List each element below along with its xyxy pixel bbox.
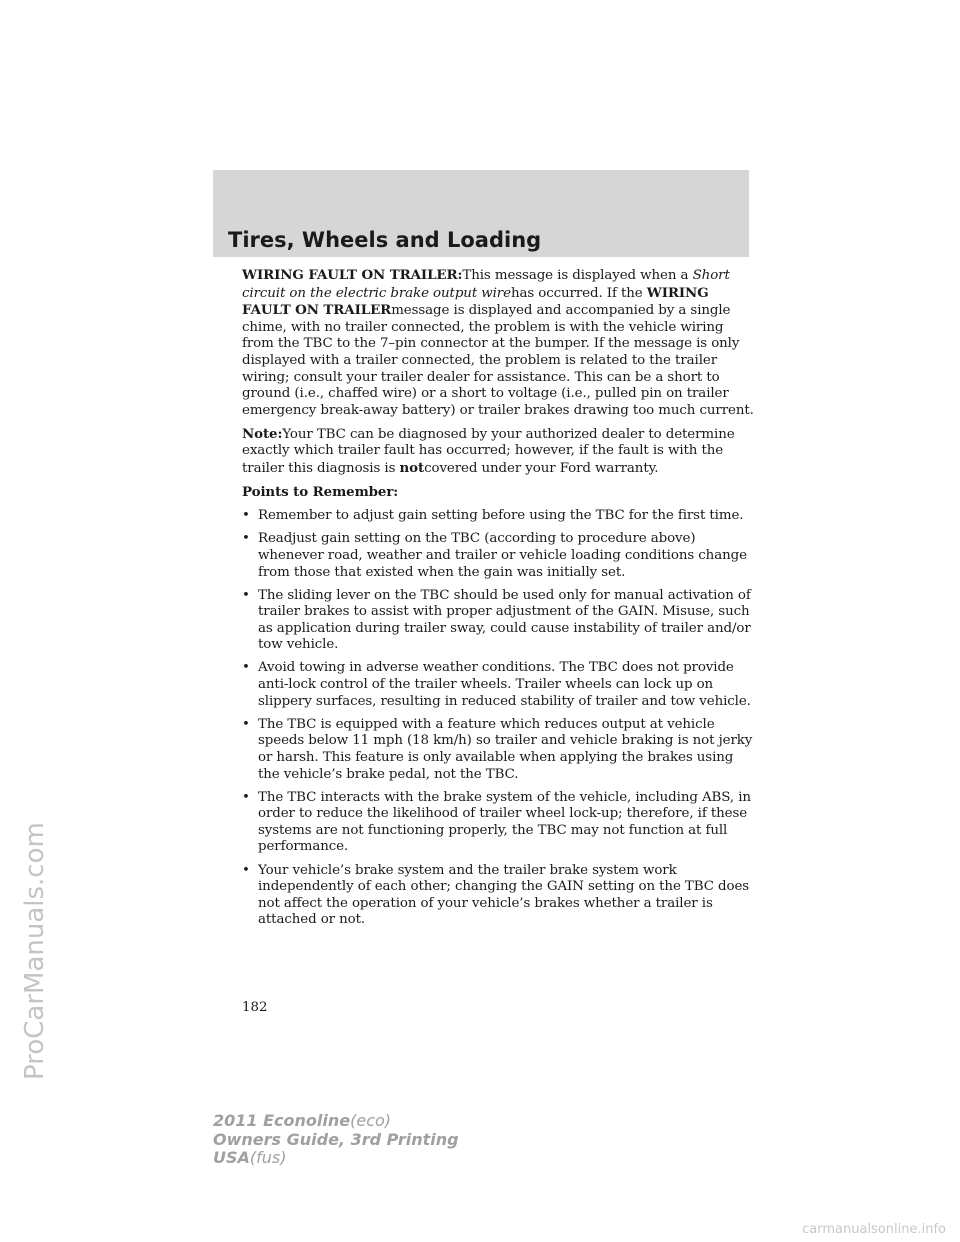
- bullet-icon: •: [242, 716, 250, 732]
- wiring-fault-label-2: WIRING FAULT ON TRAILER: [242, 284, 709, 319]
- list-item: • The sliding lever on the TBC should be used only for manual activation of trailer brakes to assist with proper adjustment of the GAIN. Misuse, such as application during trailer sway, could cause instability of trailer and/or tow vehicle.: [242, 587, 751, 653]
- bullet-icon: •: [242, 660, 250, 676]
- side-watermark: ProCarManuals.com: [20, 822, 50, 1080]
- bullet-icon: •: [242, 587, 250, 603]
- bottom-watermark: carmanualsonline.info: [802, 1222, 946, 1237]
- list-item: • Avoid towing in adverse weather conditions. The TBC does not provide anti-lock control of the trailer wheels. Trailer wheels can lock up on slippery surfaces, resulting in reduced stability of trailer and tow vehicle.: [242, 660, 751, 709]
- bullet-icon: •: [242, 862, 250, 878]
- body-text: [242, 267, 754, 935]
- footer: [213, 1112, 459, 1168]
- list-item: • The TBC interacts with the brake system of the vehicle, including ABS, in order to reduce the likelihood of trailer wheel lock-up; therefore, if these systems are not functioning properly, the TBC may not function at full performance.: [242, 789, 751, 855]
- bullet-icon: •: [242, 508, 250, 524]
- page-number: 182: [242, 1000, 268, 1015]
- bullet-icon: •: [242, 531, 250, 547]
- list-item: • The TBC is equipped with a feature which reduces output at vehicle speeds below 11 mph (18 km/h) so trailer and vehicle braking is not jerky or harsh. This feature is only available when applying the brakes using the vehicle’s brake pedal, not the TBC.: [242, 716, 753, 782]
- not-emphasis: not: [399, 460, 425, 477]
- list-item: • Readjust gain setting on the TBC (according to procedure above) whenever road, weather and trailer or vehicle loading conditions change from those that existed when the gain was initially set.: [242, 531, 747, 580]
- footer-line-2: Owners Guide, 3rd Printing: [213, 1129, 459, 1149]
- points-list: [242, 508, 754, 929]
- note-label: Note:: [242, 425, 283, 442]
- points-heading: Points to Remember:: [242, 484, 399, 501]
- footer-line-3: USA(fus): [213, 1148, 287, 1167]
- section-title: Tires, Wheels and Loading: [228, 228, 542, 252]
- footer-line-1: 2011 Econoline(eco): [213, 1111, 392, 1130]
- note-paragraph: Note:Your TBC can be diagnosed by your authorized dealer to determine exactly which trailer fault has occurred; however, if the fault is with the trailer this diagnosis is notcovered under your Ford warranty.: [242, 425, 735, 477]
- short-circuit-phrase: Short circuit on the electric brake output wire: [242, 268, 730, 301]
- list-item: • Remember to adjust gain setting before using the TBC for the first time.: [242, 508, 744, 524]
- wiring-fault-label: WIRING FAULT ON TRAILER:: [242, 267, 463, 283]
- wiring-fault-paragraph: WIRING FAULT ON TRAILER:This message is displayed when a Short circuit on the electric brake output wirehas occurred. If the WIRING FAULT ON TRAILERmessage is displayed and accompanied by a single chime, with no trailer connected, the problem is with the vehicle wiring from the TBC to the 7–pin connector at the bumper. If the message is only displayed with a trailer connected, the problem is related to the trailer wiring; consult your trailer dealer for assistance. This can be a short to ground (i.e., chaffed wire) or a short to voltage (i.e., pulled pin on trailer emergency break-away battery) or trailer brakes drawing too much current.: [242, 267, 754, 418]
- bullet-icon: •: [242, 789, 250, 805]
- list-item: • Your vehicle’s brake system and the trailer brake system work independently of each other; changing the GAIN setting on the TBC does not affect the operation of your vehicle’s brakes whether a trailer is attached or not.: [242, 862, 750, 928]
